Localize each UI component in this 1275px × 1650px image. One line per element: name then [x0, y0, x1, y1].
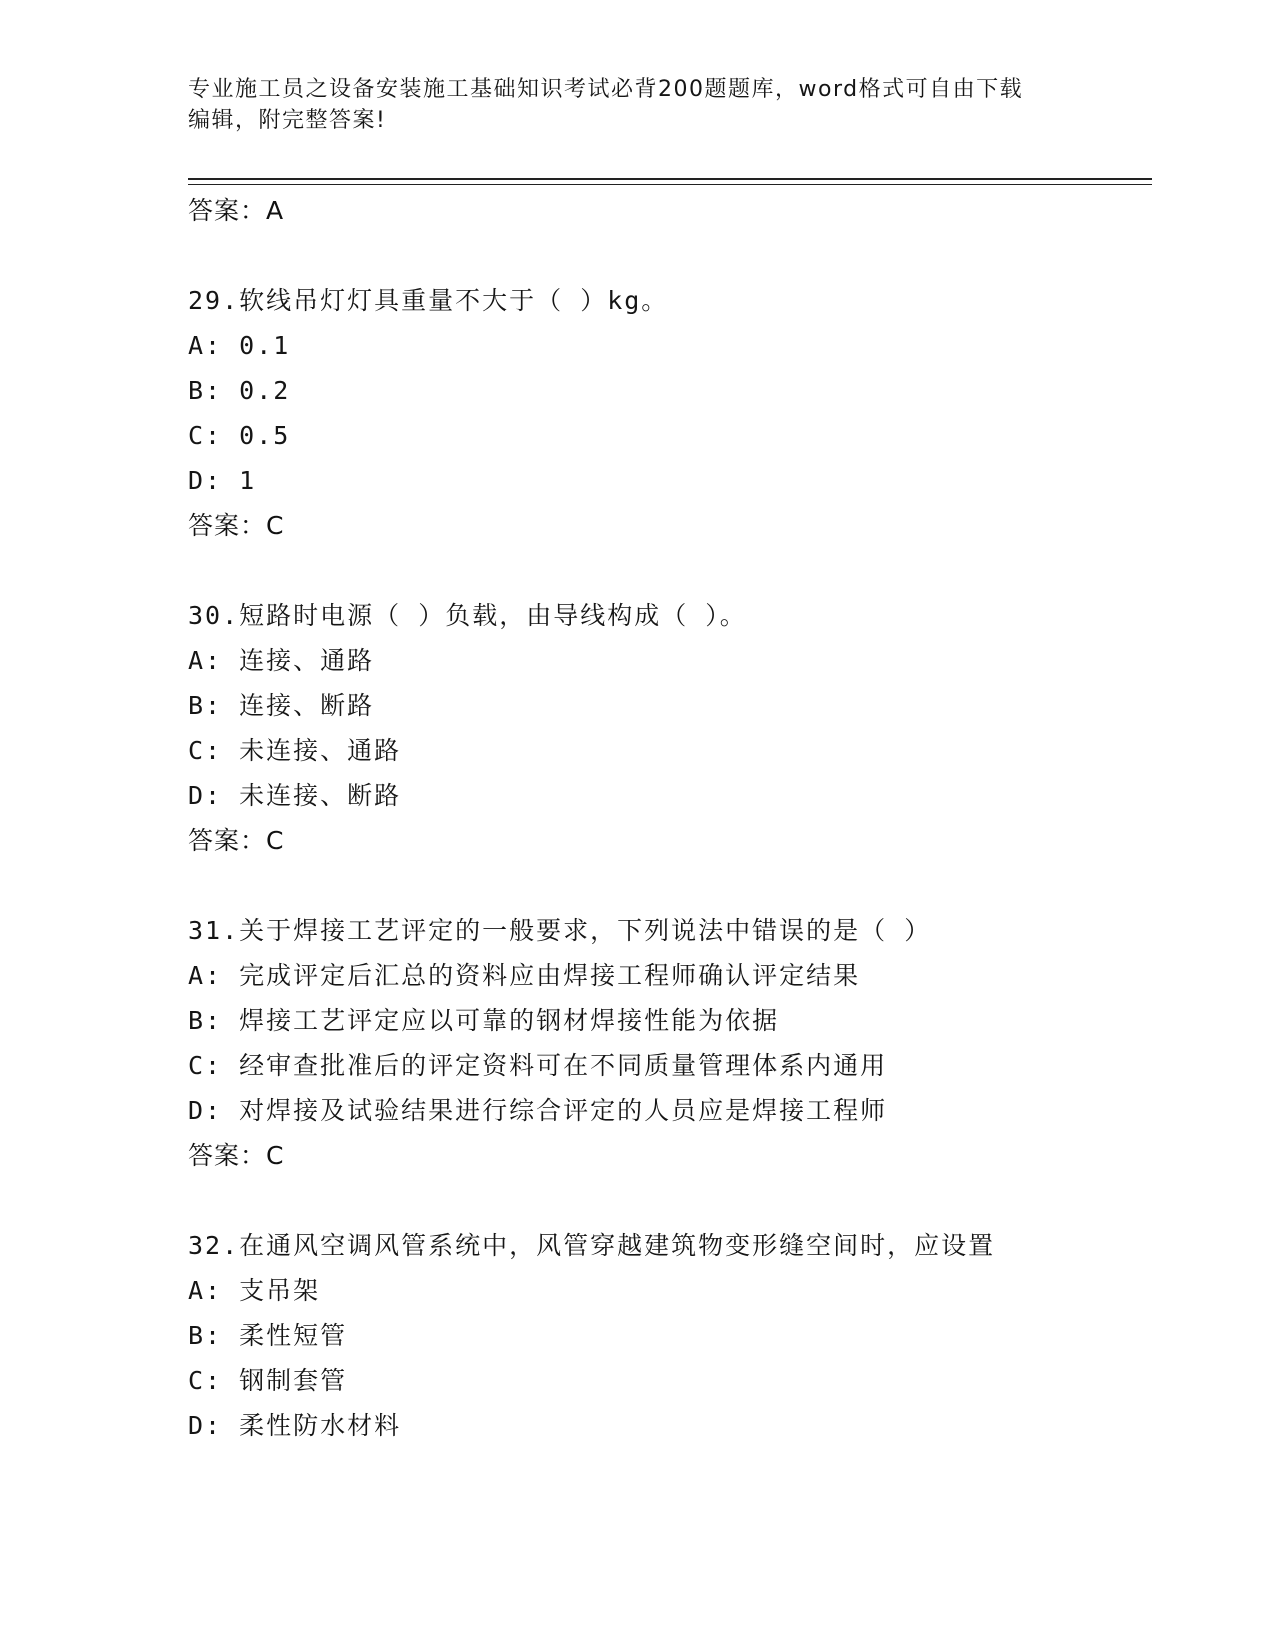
- option-c: C: 未连接、通路: [188, 736, 402, 765]
- option-d: D: 未连接、断路: [188, 781, 402, 810]
- question-31: [188, 908, 1152, 1178]
- header-line-1: 专业施工员之设备安装施工基础知识考试必背200题题库，word格式可自由下载: [188, 77, 1024, 102]
- question-text: 31.关于焊接工艺评定的一般要求，下列说法中错误的是（ ）: [188, 916, 932, 945]
- previous-answer: 答案：A: [188, 196, 285, 225]
- header-line-2: 编辑，附完整答案!: [188, 108, 387, 133]
- option-b: B: 0.2: [188, 376, 291, 405]
- option-a: A: 0.1: [188, 331, 291, 360]
- question-text: 32.在通风空调风管系统中，风管穿越建筑物变形缝空间时，应设置: [188, 1231, 996, 1260]
- question-30: [188, 593, 1152, 863]
- option-d: D: 对焊接及试验结果进行综合评定的人员应是焊接工程师: [188, 1096, 888, 1125]
- option-d: D: 1: [188, 466, 257, 495]
- header-divider-thick: [188, 178, 1152, 180]
- question-text: 29.软线吊灯灯具重量不大于（ ）kg。: [188, 286, 669, 315]
- option-c: C: 0.5: [188, 421, 291, 450]
- option-a: A: 连接、通路: [188, 646, 375, 675]
- option-c: C: 经审查批准后的评定资料可在不同质量管理体系内通用: [188, 1051, 888, 1080]
- answer-line: 答案：C: [188, 826, 285, 855]
- option-d: D: 柔性防水材料: [188, 1411, 402, 1440]
- header-divider-thin: [188, 184, 1152, 185]
- question-text: 30.短路时电源（ ）负载，由导线构成（ ）。: [188, 601, 747, 630]
- answer-line: 答案：C: [188, 1141, 285, 1170]
- document-header: [188, 74, 1088, 136]
- option-c: C: 钢制套管: [188, 1366, 348, 1395]
- option-b: B: 连接、断路: [188, 691, 375, 720]
- question-list: [188, 188, 1152, 1448]
- option-b: B: 柔性短管: [188, 1321, 348, 1350]
- option-a: A: 支吊架: [188, 1276, 321, 1305]
- answer-line: 答案：C: [188, 511, 285, 540]
- option-a: A: 完成评定后汇总的资料应由焊接工程师确认评定结果: [188, 961, 861, 990]
- question-32: [188, 1223, 1152, 1448]
- question-29: [188, 278, 1152, 548]
- option-b: B: 焊接工艺评定应以可靠的钢材焊接性能为依据: [188, 1006, 780, 1035]
